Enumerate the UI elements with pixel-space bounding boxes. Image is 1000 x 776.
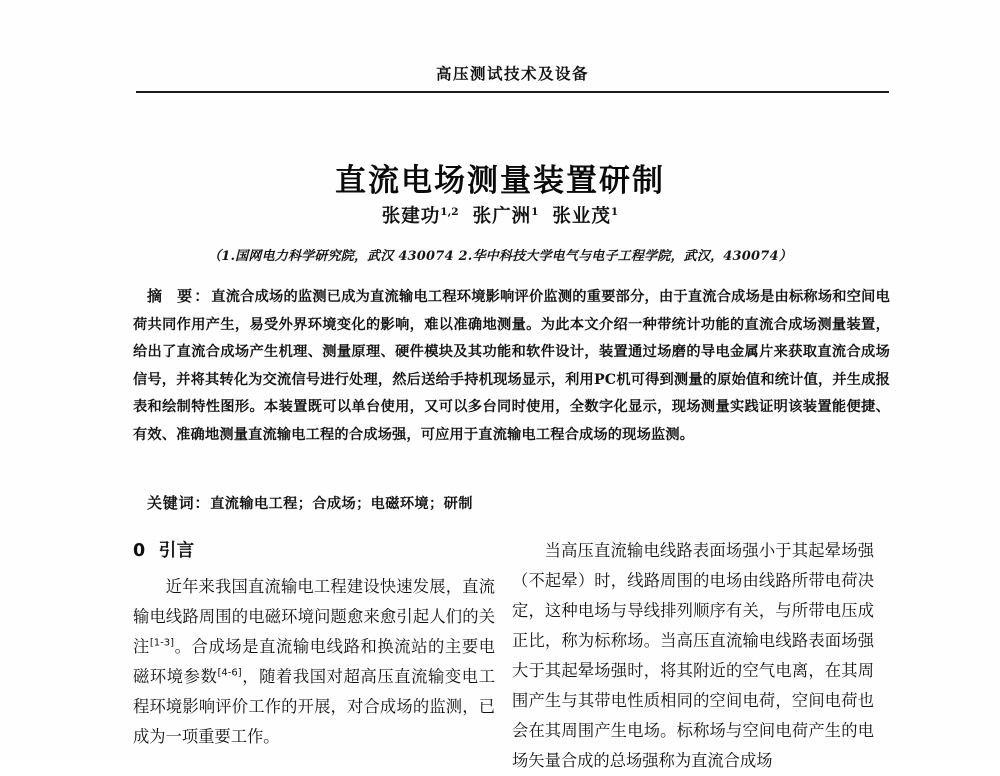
keywords-text: 直流输电工程；合成场；电磁环境；研制: [210, 496, 473, 512]
header-rule: [136, 91, 889, 93]
author-affil-sup-3: 1: [610, 205, 619, 218]
author-affil-sup-1: 1,2: [440, 205, 459, 218]
author-affil-sup-2: 1: [531, 205, 539, 218]
abstract-block: [133, 283, 890, 449]
author-name-2: 张广洲: [472, 206, 532, 227]
paragraph-introduction: [133, 572, 495, 752]
citation-reference-1: [1-3]: [149, 637, 175, 649]
abstract-text: 直流合成场的监测已成为直流输电工程环境影响评价监测的重要部分，由于直流合成场是由标称场和空间电荷共同作用产生，易受外界环境变化的影响，难以准确地测量。为此本文介绍一种带统计功能的直流合成场测量装置，给出了直流合成场产生机理、测量原理、硬件模块及其功能和软件设计，装置通过场磨的导电金属片来获取直流合成场信号，并将其转化为交流信号进行处理，然后送给手持机现场显示，利用PC机可得到测量的原始值和统计值，并生成报表和绘制特性图形。本装置既可以单台使用，又可以多台同时使用，全数字化显示，现场测量实践证明该装置能便捷、有效、准确地测量直流输电工程的合成场强，可应用于直流输电工程合成场的现场监测。: [133, 289, 890, 443]
abstract-label-char1: 摘: [147, 287, 165, 305]
abstract-label-colon: ：: [194, 287, 212, 305]
section-number: 0: [133, 541, 146, 561]
section-heading-introduction: [133, 536, 495, 566]
paragraph-nominal-field: 当高压直流输电线路表面场强小于其起晕场强（不起晕）时，线路周围的电场由线路所带电荷决定，这种电场与导线排列顺序有关，与所带电压成正比，称为标称场。当高压直流输电线路表面场强大于其起晕场强时，将其附近的空气电离，在其周围产生与其带电性质相同的空间电荷，空间电荷也会在其周围产生电场。标称场与空间电荷产生的电场矢量合成的总场强称为直流合成场: [512, 541, 874, 770]
paragraph-text-part-3: ，随着我国对超高压直流输变电工程环境影响评价工作的开展，对合成场的监测，已成为一项重要工作。: [133, 667, 495, 746]
column-right: [512, 536, 874, 776]
author-name-3: 张业茂: [552, 206, 611, 227]
keywords-block: [147, 492, 892, 513]
running-header: 高压测试技术及设备: [435, 64, 589, 83]
paragraph-text-part-1: 近年来我国直流输电工程建设快速发展，直流输电线路周围的电磁环境问题愈来愈引起人们的关注: [133, 577, 495, 656]
column-left: [133, 536, 495, 752]
citation-reference-2: [4-6]: [217, 667, 242, 679]
author-list: [100, 202, 900, 228]
section-title: 引言: [158, 541, 195, 561]
abstract-label-char2: 要: [177, 287, 195, 305]
abstract-label: [147, 287, 211, 305]
author-name-1: 张建功: [381, 206, 441, 227]
paragraph-text-part-2: 。合成场是直流输电线路和换流站的主要电磁环境参数: [133, 637, 495, 686]
page-title: 直流电场测量装置研制: [335, 162, 665, 199]
affiliation-line: （1.国网电力科学研究院，武汉 430074 2.华中科技大学电气与电子工程学院，武汉，430074）: [208, 249, 792, 264]
keywords-label: 关键词：: [147, 494, 211, 512]
body-columns: [133, 536, 890, 770]
